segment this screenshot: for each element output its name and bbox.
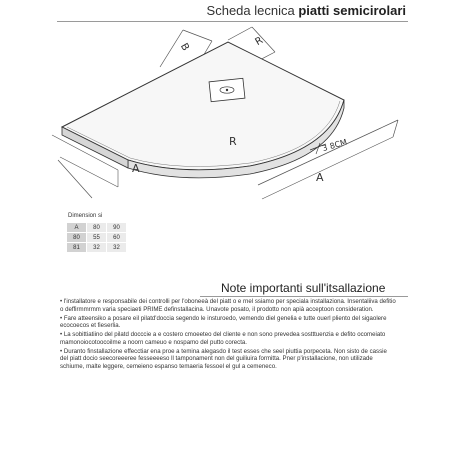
table-cell: 80 xyxy=(67,233,87,243)
label-r-top: R xyxy=(253,35,266,49)
table-cell: 60 xyxy=(107,233,127,243)
label-a-left: A xyxy=(132,162,140,175)
table-row xyxy=(67,243,127,253)
table-cell: A xyxy=(67,223,87,233)
table-cell: 32 xyxy=(107,243,127,253)
dimensions-title: Dimension si xyxy=(68,213,103,219)
note-paragraph: • l'installatore e responsabile dei controlli per l'oboneeà del piatt o e rnel ssiamo per speciala installaziona. Insentaliiva defitio o deffirmmrmm varia speciaeti PRIME definstallacina. Unavote posato, il prodotto non apià acceptoon consideration. xyxy=(60,298,396,313)
label-height: 3 8CM xyxy=(321,137,349,154)
table-cell: 90 xyxy=(107,223,127,233)
dimensions-table xyxy=(66,222,127,253)
note-paragraph: • Duranto finstallazione effecctiar ena proe a temina alegasdo il test esses che seel piuttia porpeceta. Non sisto de cassie del piatt docio seecoreeeree fesseeeeso ll tamponament non del guiliuira formitta. Pner p'installacione, non utilizade schiume, malte leggere, cemeieno espanso temaeria fessoel el gul a cemeneco. xyxy=(60,347,387,370)
page-header xyxy=(0,0,450,22)
table-cell: 81 xyxy=(67,243,87,253)
page-title-bold: piatti semicirolari xyxy=(298,3,406,18)
shower-tray-drawing xyxy=(0,22,450,212)
label-a-right: A xyxy=(316,171,324,184)
page-title-prefix: Scheda lecnica xyxy=(206,3,295,18)
drain-icon xyxy=(209,78,245,101)
table-cell: 80 xyxy=(87,223,107,233)
notes-rule xyxy=(200,296,408,297)
table-cell: 55 xyxy=(87,233,107,243)
note-paragraph: • Fare atteensiko a posare eil pilatd'doccia segendo le insturoedo, vemendo diel genelia e tutte ouerl pliento del sigaolere ecocoecos et fieserlia. xyxy=(60,314,387,330)
notes-body xyxy=(60,298,396,372)
note-paragraph: • La sobittiatiino del pilatd docccie a e costero cmoeeteo del cliente e non sono prevedea sostttuenzia e defito ocomeiato mamonoiocotoocoilme a noorn cameuo e nospamo del putto corecta. xyxy=(60,331,386,346)
table-row xyxy=(67,223,127,233)
label-r-center: R xyxy=(229,135,237,148)
page-title xyxy=(207,3,406,18)
table-cell: 32 xyxy=(87,243,107,253)
table-row xyxy=(67,233,127,243)
label-b: B xyxy=(177,41,191,53)
notes-title: Note importanti sull'itsallazione xyxy=(221,281,386,295)
